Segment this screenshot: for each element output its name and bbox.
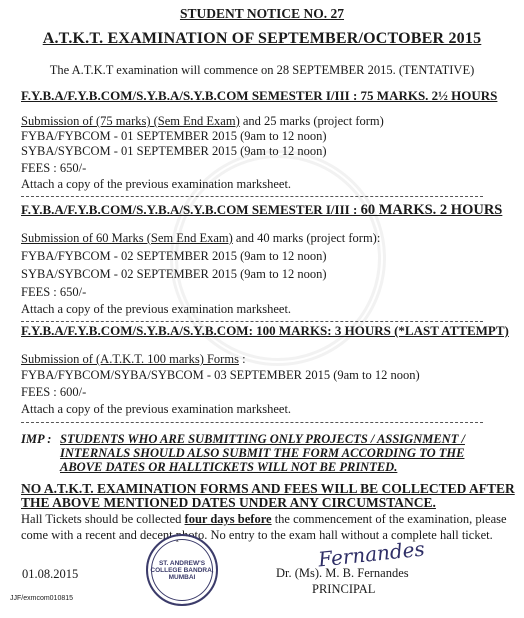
hall-ticket-text-b: the commencement of the examination, please bbox=[271, 512, 507, 526]
section-3-submission-rest: : bbox=[238, 352, 246, 366]
section-2-fees: FEES : 650/- bbox=[21, 285, 87, 299]
section-3-fees: FEES : 600/- bbox=[21, 385, 87, 399]
imp-line-3: ABOVE DATES OR HALLTICKETS WILL NOT BE PRINTED. bbox=[60, 460, 398, 474]
imp-line-1: STUDENTS WHO ARE SUBMITTING ONLY PROJECTS / ASSIGNMENT / bbox=[60, 432, 465, 446]
no-forms-line-2: THE ABOVE MENTIONED DATES UNDER ANY CIRCUMSTANCE. bbox=[21, 495, 436, 510]
section-1-submission bbox=[21, 114, 384, 129]
section-1-line2: SYBA/SYBCOM - 01 SEPTEMBER 2015 (9am to 12 noon) bbox=[21, 144, 327, 158]
section-2-submission bbox=[21, 231, 380, 246]
signatory-name: Dr. (Ms). M. B. Fernandes bbox=[276, 566, 409, 580]
section-2-line1: FYBA/FYBCOM - 02 SEPTEMBER 2015 (9am to 12 noon) bbox=[21, 249, 327, 263]
imp-line-2: INTERNALS SHOULD ALSO SUBMIT THE FORM ACCORDING TO THE bbox=[60, 446, 465, 460]
section-1-attach: Attach a copy of the previous examination marksheet. bbox=[21, 177, 292, 191]
section-2-submission-underlined: Submission of 60 Marks (Sem End Exam) bbox=[21, 231, 233, 245]
section-2-attach: Attach a copy of the previous examination marksheet. bbox=[21, 302, 292, 316]
section-3-line1: FYBA/FYBCOM/SYBA/SYBCOM - 03 SEPTEMBER 2015 (9am to 12 noon) bbox=[21, 368, 420, 382]
section-1-line1: FYBA/FYBCOM - 01 SEPTEMBER 2015 (9am to 12 noon) bbox=[21, 129, 327, 143]
divider bbox=[21, 196, 483, 197]
reference-code: JJF/exmcom010815 bbox=[10, 595, 74, 602]
section-2-heading-main: F.Y.B.A/F.Y.B.COM/S.Y.B.A/S.Y.B.COM SEMESTER I/III : bbox=[21, 202, 361, 217]
section-3-submission bbox=[21, 352, 246, 367]
signatory-designation: PRINCIPAL bbox=[312, 582, 376, 596]
section-2-heading-big: 60 MARKS. 2 HOURS bbox=[360, 202, 503, 218]
hall-ticket-text-a: Hall Tickets should be collected bbox=[21, 512, 185, 526]
signature: Fernandes bbox=[317, 536, 426, 572]
section-1-submission-rest: and 25 marks (project form) bbox=[239, 114, 384, 128]
section-2-heading bbox=[21, 202, 502, 219]
divider bbox=[21, 321, 483, 322]
section-1-submission-underlined: Submission of (75 marks) (Sem End Exam) bbox=[21, 114, 240, 128]
section-1-fees: FEES : 650/- bbox=[21, 161, 87, 175]
imp-label: IMP : bbox=[21, 432, 52, 446]
hall-ticket-line-1 bbox=[21, 512, 507, 527]
no-forms-line-1: NO A.T.K.T. EXAMINATION FORMS AND FEES WILL BE COLLECTED AFTER bbox=[21, 481, 515, 496]
divider bbox=[21, 422, 483, 423]
section-2-line2: SYBA/SYBCOM - 02 SEPTEMBER 2015 (9am to 12 noon) bbox=[21, 267, 327, 281]
notice-number: STUDENT NOTICE NO. 27 bbox=[179, 6, 345, 21]
intro-text: The A.T.K.T examination will commence on 28 SEPTEMBER 2015. (TENTATIVE) bbox=[49, 63, 475, 77]
section-2-submission-rest: and 40 marks (project form): bbox=[232, 231, 381, 245]
section-3-heading: F.Y.B.A/F.Y.B.COM/S.Y.B.A/S.Y.B.COM: 100 MARKS: 3 HOURS (*LAST ATTEMPT) bbox=[21, 323, 509, 338]
college-seal bbox=[146, 534, 218, 606]
section-3-submission-underlined: Submission of (A.T.K.T. 100 marks) Forms bbox=[21, 352, 239, 366]
section-3-attach: Attach a copy of the previous examination marksheet. bbox=[21, 402, 292, 416]
section-1-heading: F.Y.B.A/F.Y.B.COM/S.Y.B.A/S.Y.B.COM SEMESTER I/III : 75 MARKS. 2½ HOURS bbox=[21, 88, 498, 103]
hall-ticket-line-2: come with a recent and decent photo. No entry to the exam hall without a complete hall ticket. bbox=[21, 528, 493, 542]
hall-ticket-emphasis: four days before bbox=[184, 512, 272, 526]
seal-text: ST. ANDREW'S COLLEGE BANDRA, MUMBAI bbox=[150, 559, 214, 581]
notice-date: 01.08.2015 bbox=[22, 567, 79, 581]
page-title: A.T.K.T. EXAMINATION OF SEPTEMBER/OCTOBER 2015 bbox=[42, 30, 482, 47]
